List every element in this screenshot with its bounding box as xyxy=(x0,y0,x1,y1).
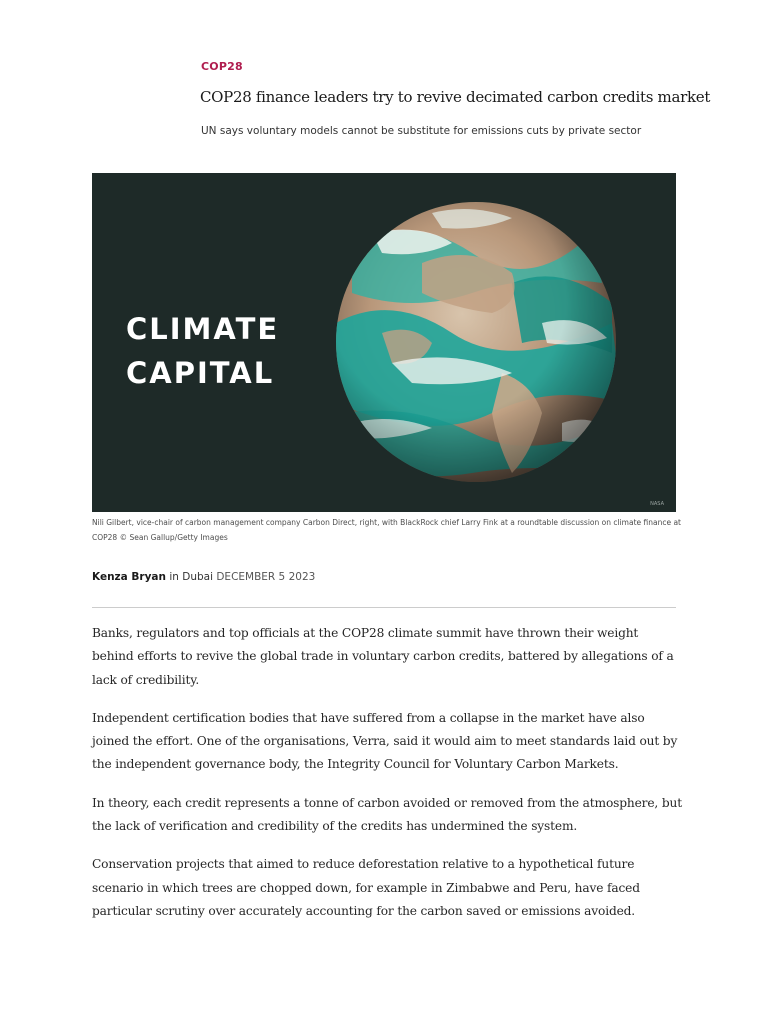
divider xyxy=(92,607,676,608)
section-kicker[interactable]: COP28 xyxy=(201,60,243,73)
publish-date: DECEMBER 5 2023 xyxy=(216,571,316,583)
hero-image xyxy=(92,173,676,512)
article-body xyxy=(92,622,682,938)
image-caption: Nili Gilbert, vice-chair of carbon management company Carbon Direct, right, with BlackRock chief Larry Fink at a roundtable discussion on climate finance at COP28 © Sean Gallup/Getty Images xyxy=(92,518,681,542)
byline-location: in Dubai xyxy=(166,571,217,583)
hero-title xyxy=(126,307,279,395)
hero-title-line-2: CAPITAL xyxy=(126,356,275,390)
byline xyxy=(92,571,315,583)
author-link[interactable]: Kenza Bryan xyxy=(92,571,166,583)
article-standfirst: UN says voluntary models cannot be substitute for emissions cuts by private sector xyxy=(201,125,642,137)
body-paragraph: In theory, each credit represents a tonne of carbon avoided or removed from the atmosphere, but the lack of verification and credibility of the credits has undermined the system. xyxy=(92,795,682,834)
hero-image-credit: NASA xyxy=(650,501,664,507)
body-paragraph: Independent certification bodies that have suffered from a collapse in the market have also joined the effort. One of the organisations, Verra, said it would aim to meet standards laid out by the independent governance body, the Integrity Council for Voluntary Carbon Markets. xyxy=(92,710,678,772)
body-paragraph: Conservation projects that aimed to reduce deforestation relative to a hypothetical future scenario in which trees are chopped down, for example in Zimbabwe and Peru, have faced particular scrutiny over accurately accounting for the carbon saved or emissions avoided. xyxy=(92,857,640,918)
body-paragraph: Banks, regulators and top officials at the COP28 climate summit have thrown their weight behind efforts to revive the global trade in voluntary carbon credits, battered by allegations of a lack of credibility. xyxy=(92,626,674,687)
hero-title-line-1: CLIMATE xyxy=(126,312,280,346)
article-headline: COP28 finance leaders try to revive decimated carbon credits market xyxy=(200,88,711,106)
